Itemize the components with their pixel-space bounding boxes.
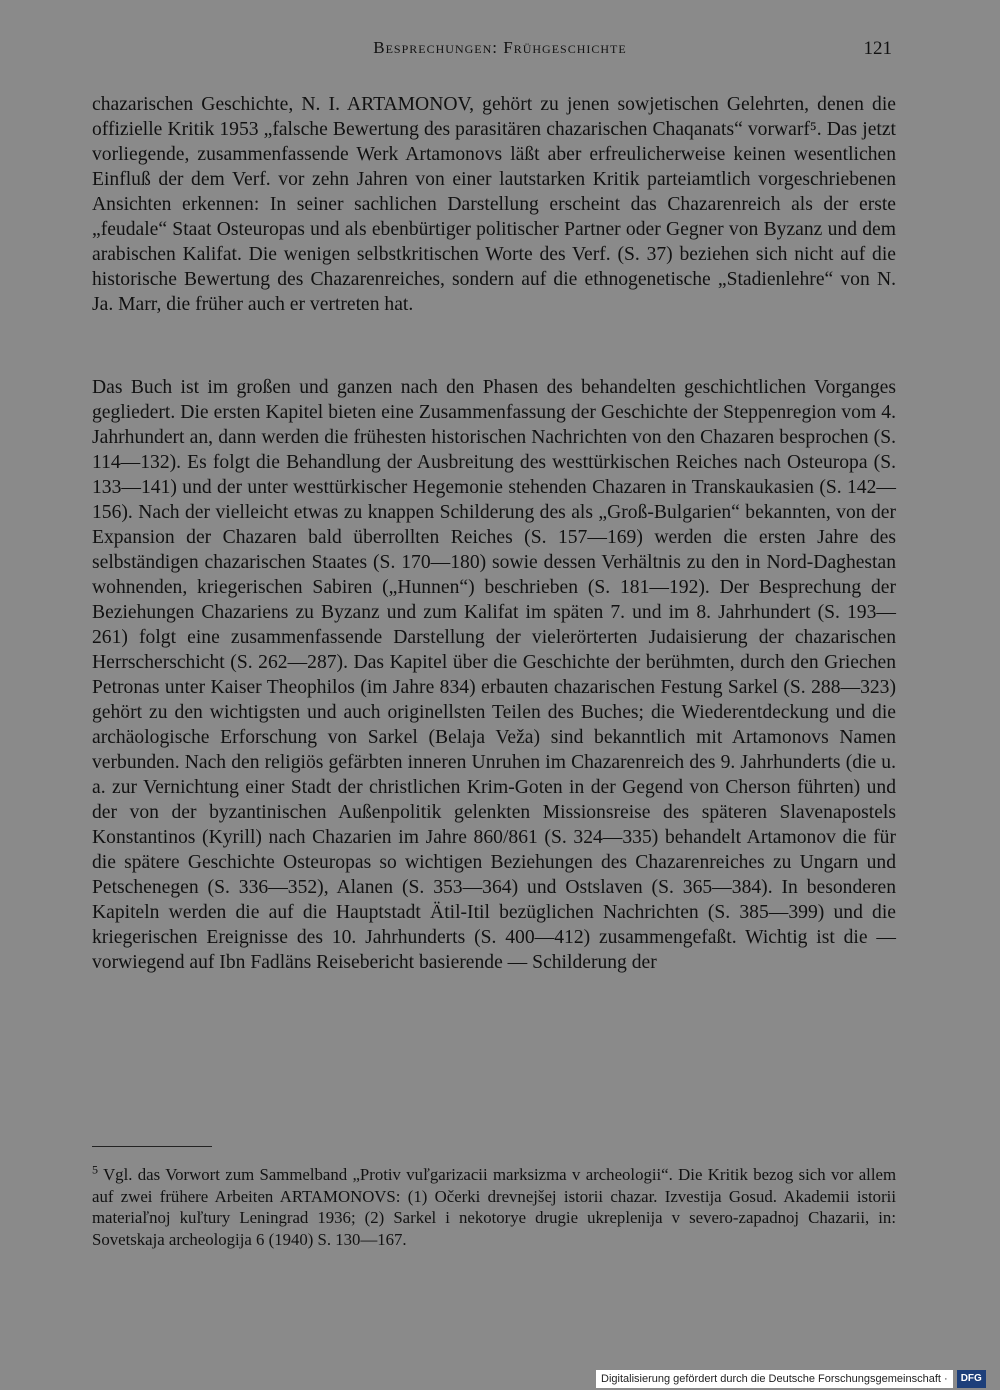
dfg-logo-icon: DFG	[957, 1370, 986, 1388]
digitization-credit	[596, 1370, 986, 1388]
page-number: 121	[863, 38, 892, 59]
running-title: Besprechungen: Frühgeschichte	[373, 38, 627, 57]
footnote-divider	[92, 1146, 212, 1147]
credit-text: Digitalisierung gefördert durch die Deutsche Forschungsgemeinschaft ·	[596, 1370, 953, 1388]
footnote-text: Vgl. das Vorwort zum Sammelband „Protiv vuľgarizacii marksizma v archeologii“. Die Kritik bezog sich vor allem auf zwei frühere Arbeiten ARTAMONOVS: (1) Očerki drevnejšej istorii chazar. Izvestija Gosud. Akademii istorii materiaľnoj kuľtury Leningrad 1936; (2) Sarkel i nekotorye drugie ukreplenija v severo-zapadnoj Chazarii, in: Sovetskaja archeologija 6 (1940) S. 130—167.	[92, 1165, 896, 1249]
body-paragraph-1: chazarischen Geschichte, N. I. ARTAMONOV, gehört zu jenen sowjetischen Gelehrten, denen die offizielle Kritik 1953 „falsche Bewertung des parasitären chazarischen Chaqanats“ vorwarf⁵. Das jetzt vorliegende, zusammenfassende Werk Artamonovs läßt aber erfreulicherweise keinen wesentlichen Einfluß der dem Verf. vor zehn Jahren von einer lautstarken Kritik parteiamtlich vorgeschriebenen Ansichten erkennen: In seiner sachlichen Darstellung erscheint das Chazarenreich als der erste „feudale“ Staat Osteuropas und als ebenbürtiger politischer Partner oder Gegner von Byzanz und dem arabischen Kalifat. Die wenigen selbstkritischen Worte des Verf. (S. 37) beziehen sich nicht auf die historische Bewertung des Chazarenreiches, sondern auf die ethnogenetische „Stadienlehre“ von N. Ja. Marr, die früher auch er vertreten hat.	[92, 94, 896, 315]
body-paragraph-2: Das Buch ist im großen und ganzen nach den Phasen des behandelten geschichtlichen Vorganges gegliedert. Die ersten Kapitel bieten eine Zusammenfassung der Geschichte der Steppenregion vom 4. Jahrhundert an, dann werden die frühesten historischen Nachrichten von den Chazaren besprochen (S. 114—132). Es folgt die Behandlung der Ausbreitung des westtürkischen Reiches nach Osteuropa (S. 133—141) und der unter westtürkischer Hegemonie stehenden Chazaren in Transkaukasien (S. 142—156). Nach der vielleicht etwas zu knappen Schilderung des als „Groß-Bulgarien“ bekannten, von der Expansion der Chazaren bald überrollten Reiches (S. 157—169) werden die ersten Jahre des selbständigen chazarischen Staates (S. 170—180) sowie dessen Verhältnis zu den in Nord-Daghestan wohnenden, kriegerischen Sabiren („Hunnen“) beschrieben (S. 181—192). Der Besprechung der Beziehungen Chazariens zu Byzanz und zum Kalifat im späten 7. und im 8. Jahrhundert (S. 193—261) folgt eine zusammenfassende Darstellung der vielerörterten Judaisierung der chazarischen Herrscherschicht (S. 262—287). Das Kapitel über die Geschichte der berühmten, durch den Griechen Petronas unter Kaiser Theophilos (im Jahre 834) erbauten chazarischen Festung Sarkel (S. 288—323) gehört zu den wichtigsten und auch originellsten Teilen des Buches; die Wiederentdeckung und die archäologische Erforschung von Sarkel (Belaja Veža) sind bekanntlich mit Artamonovs Namen verbunden. Nach den religiös gefärbten inneren Unruhen im Chazarenreich des 9. Jahrhunderts (die u. a. zur Vernichtung einer Stadt der christlichen Krim-Goten in der Gegend von Cherson führten) und der von der byzantinischen Außenpolitik gelenkten Missionsreise des späteren Slavenapostels Konstantinos (Kyrill) nach Chazarien im Jahre 860/861 (S. 324—335) behandelt Artamonov die für die spätere Geschichte Osteuropas so wichtigen Beziehungen des Chazarenreiches zu Ungarn und Petschenegen (S. 336—352), Alanen (S. 353—364) und Ostslaven (S. 365—384). In besonderen Kapiteln werden die auf die Hauptstadt Ätil-Itil bezüglichen Nachrichten (S. 385—399) und die kriegerischen Ereignisse des 10. Jahrhunderts (S. 400—412) zusammengefaßt. Wichtig ist die — vorwiegend auf Ibn Fadläns Reisebericht basierende — Schilderung der	[92, 377, 896, 973]
footnote-marker: 5	[92, 1162, 98, 1177]
footnote	[92, 1164, 896, 1250]
